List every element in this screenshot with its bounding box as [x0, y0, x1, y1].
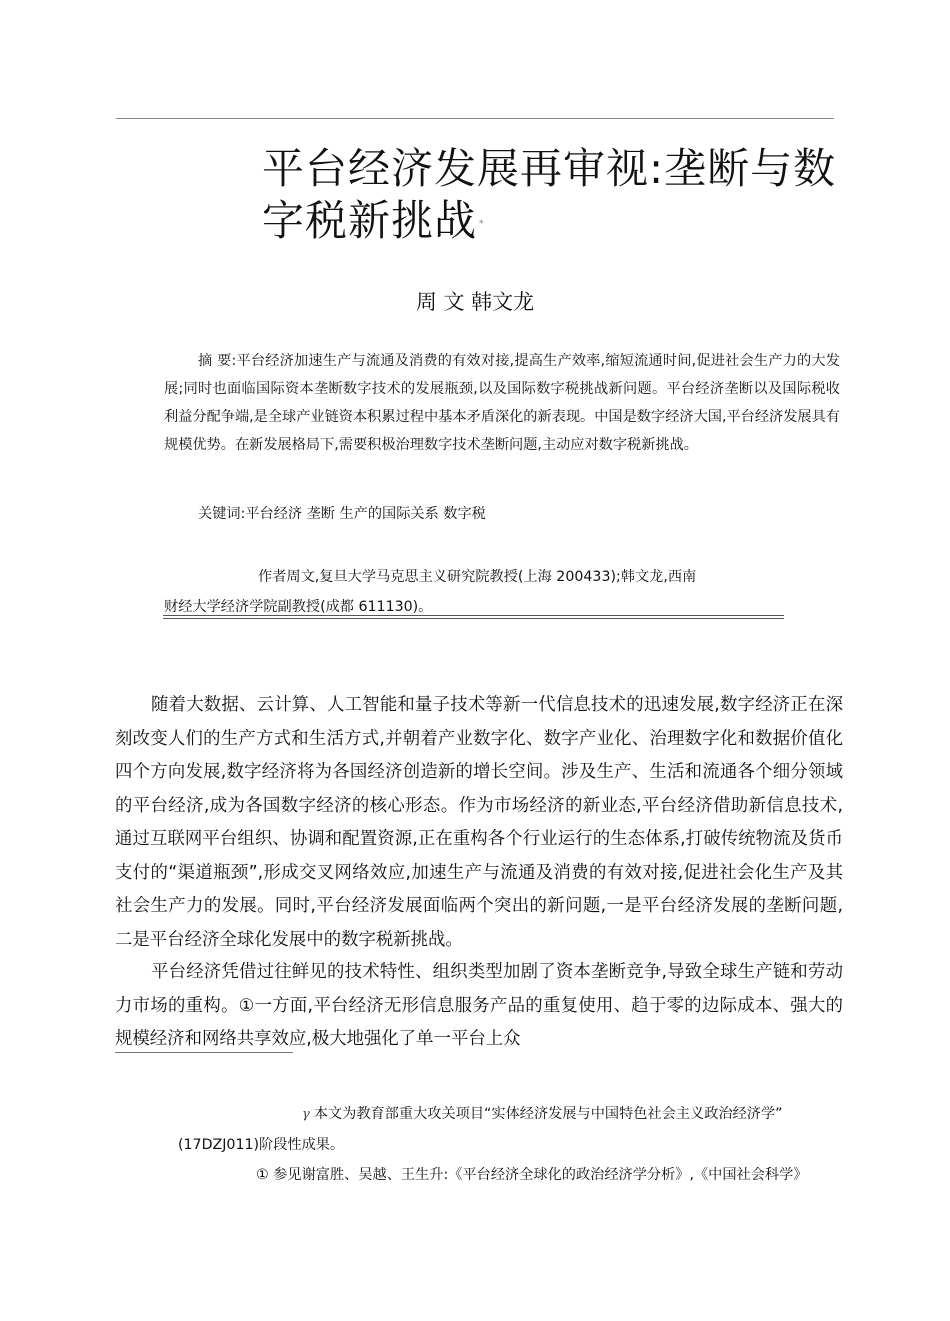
article-authors: 周 文 韩文龙 — [415, 290, 535, 314]
author-info-line-2: 财经大学经济学院副教授(成都 611130)。 — [164, 599, 433, 615]
abstract-text: 平台经济加速生产与流通及消费的有效对接,提高生产效率,缩短流通时间,促进社会生产力的大发展;同时也面临国际资本垄断数字技术的发展瓶颈,以及国际数字税挑战新问题。平台经济垄断以及国际税收利益分配争端,是全球产业链资本积累过程中基本矛盾深化的新表现。中国是数字经济大国,平台经济发展具有规模优势。在新发展格局下,需要积极治理数字技术垄断问题,主动应对数字税新挑战。 — [164, 353, 840, 453]
abstract-label: 摘 要: — [198, 353, 237, 369]
keywords — [198, 500, 486, 528]
title-footnote-mark: * — [479, 218, 485, 229]
keywords-text: 平台经济 垄断 生产的国际关系 数字税 — [245, 506, 486, 522]
author-info-line-1: 作者周文,复旦大学马克思主义研究院教授(上海 200433);韩文龙,西南 — [258, 569, 697, 585]
body-paragraph-2: 平台经济凭借过往鲜见的技术特性、组织类型加剧了资本垄断竞争,导致全球生产链和劳动力市场的重构。①一方面,平台经济无形信息服务产品的重复使用、趋于零的边际成本、强大的规模经济和网络共享效应,极大地强化了单一平台上众 — [115, 962, 843, 1049]
abstract — [164, 347, 840, 459]
footnote-1-line-1 — [302, 1100, 782, 1129]
author-info — [164, 562, 784, 622]
footnote-1-line-2: (17DZJ011)阶段性成果。 — [178, 1137, 345, 1153]
article-title-text: 平台经济发展再审视:垄断与数字税新挑战 — [262, 144, 837, 245]
author-info-rule-bottom — [163, 618, 784, 619]
header-rule — [116, 118, 834, 119]
footnote-1-text: 本文为教育部重大攻关项目“实体经济发展与中国特色社会主义政治经济学” — [313, 1106, 783, 1122]
article-title — [262, 143, 842, 250]
author-info-rule-top — [163, 615, 784, 616]
footnote-1-marker: γ — [302, 1107, 310, 1122]
footnote-2: ① 参见谢富胜、吴越、王生升:《平台经济全球化的政治经济学分析》,《中国社会科学》 — [256, 1167, 808, 1183]
body-paragraph-1: 随着大数据、云计算、人工智能和量子技术等新一代信息技术的迅速发展,数字经济正在深刻改变人们的生产方式和生活方式,并朝着产业数字化、数字产业化、治理数字化和数据价值化四个方向发展,数字经济将为各国经济创造新的增长空间。涉及生产、生活和流通各个细分领域的平台经济,成为各国数字经济的核心形态。作为市场经济的新业态,平台经济借助新信息技术,通过互联网平台组织、协调和配置资源,正在重构各个行业运行的生态体系,打破传统物流及货币支付的“渠道瓶颈”,形成交叉网络效应,加速生产与流通及消费的有效对接,促进社会化生产及其社会生产力的发展。同时,平台经济发展面临两个突出的新问题,一是平台经济发展的垄断问题,二是平台经济全球化发展中的数字税新挑战。 — [115, 695, 843, 950]
footnote-separator — [115, 1052, 293, 1053]
keywords-label: 关键词: — [198, 506, 246, 522]
